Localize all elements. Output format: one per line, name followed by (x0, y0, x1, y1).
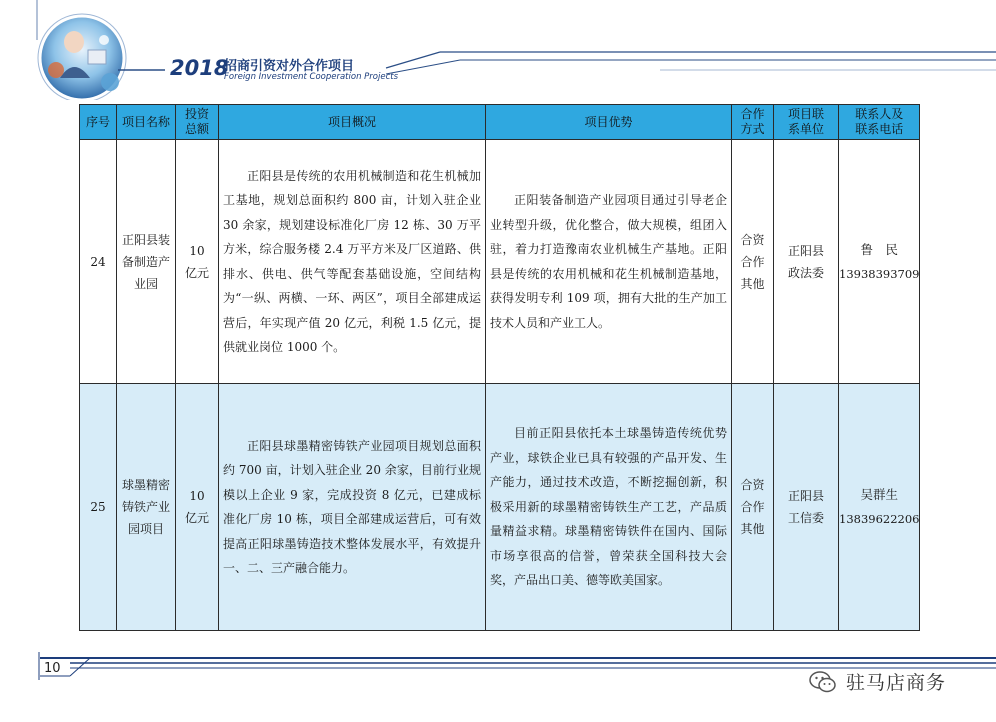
table-header-row (80, 105, 920, 140)
header-year: 2018 (170, 56, 229, 80)
row-overview: 正阳县球墨精密铸铁产业园项目规划总面积约 700 亩，计划入驻企业 20 余家，目前行业规模以上企业 9 家，完成投资 8 亿元，已建成标准化厂房 10 栋，项目全部建成运营后，可有效提高正阳球墨铸造技术整体发展水平，有效提升一、二、三产融合能力。 (219, 384, 486, 631)
row-project-name: 球墨精密 铸铁产业 园项目 (117, 384, 176, 631)
contact-name: 鲁 民 (860, 241, 898, 257)
col-header-seq: 序号 (80, 105, 117, 140)
header-title: 招商引资对外合作项目 (224, 59, 355, 74)
row-contact (839, 140, 920, 384)
page-header (0, 0, 996, 100)
col-header-invest: 投资 总额 (176, 105, 219, 140)
row-seq: 25 (80, 384, 117, 631)
col-header-mode: 合作 方式 (732, 105, 774, 140)
row-overview: 正阳县是传统的农用机械制造和花生机械加工基地，规划总面积约 800 亩，计划入驻企业 30 余家，规划建设标准化厂房 12 栋、30 万平方米，综合服务楼 2.4 万平方米及厂区道路、供排水、供电、供气等配套基础设施，空间结构为“一纵、两横、一环、两区”，项目全部建成运营后，年实现产值 20 亿元，利税 1.5 亿元，提供就业岗位 1000 个。 (219, 140, 486, 384)
table-row (80, 384, 920, 631)
row-advantage: 正阳装备制造产业园项目通过引导老企业转型升级，优化整合，做大规模，组团入驻，着力打造豫南农业机械生产基地。正阳县是传统的农用机械和花生机械制造基地，获得发明专利 109 项，拥有大批的生产加工技术人员和产业工人。 (486, 140, 732, 384)
row-investment: 10 亿元 (176, 140, 219, 384)
header-emblem-icon (38, 14, 126, 100)
row-project-name: 正阳县装 备制造产 业园 (117, 140, 176, 384)
row-investment: 10 亿元 (176, 384, 219, 631)
row-contact-unit: 正阳县 政法委 (774, 140, 839, 384)
header-subtitle: Foreign Investment Cooperation Projects (224, 72, 399, 82)
col-header-advantage: 项目优势 (486, 105, 732, 140)
row-contact (839, 384, 920, 631)
row-cooperation-mode: 合资 合作 其他 (732, 384, 774, 631)
contact-phone: 13839622206 (839, 512, 920, 526)
page-number: 10 (44, 661, 61, 676)
contact-phone: 13938393709 (839, 266, 920, 281)
table-row (80, 140, 920, 384)
row-cooperation-mode: 合资 合作 其他 (732, 140, 774, 384)
watermark-text: 驻马店商务 (846, 672, 947, 694)
header-decoration (0, 0, 996, 100)
row-advantage: 目前正阳县依托本土球墨铸造传统优势产业，球铁企业已具有较强的产品开发、生产能力，通过技术改造，不断挖掘创新，积极采用新的球墨精密铸铁生产工艺，产品质量精益求精。球墨精密铸铁件在国内、国际市场享很高的信誉，曾荣获全国科技大会奖，产品出口美、德等欧美国家。 (486, 384, 732, 631)
project-table (79, 104, 920, 631)
row-seq: 24 (80, 140, 117, 384)
row-contact-unit: 正阳县 工信委 (774, 384, 839, 631)
col-header-overview: 项目概况 (219, 105, 486, 140)
col-header-name: 项目名称 (117, 105, 176, 140)
col-header-unit: 项目联 系单位 (774, 105, 839, 140)
col-header-contact: 联系人及 联系电话 (839, 105, 920, 140)
wechat-icon (808, 669, 838, 695)
contact-name: 吴群生 (860, 487, 898, 502)
